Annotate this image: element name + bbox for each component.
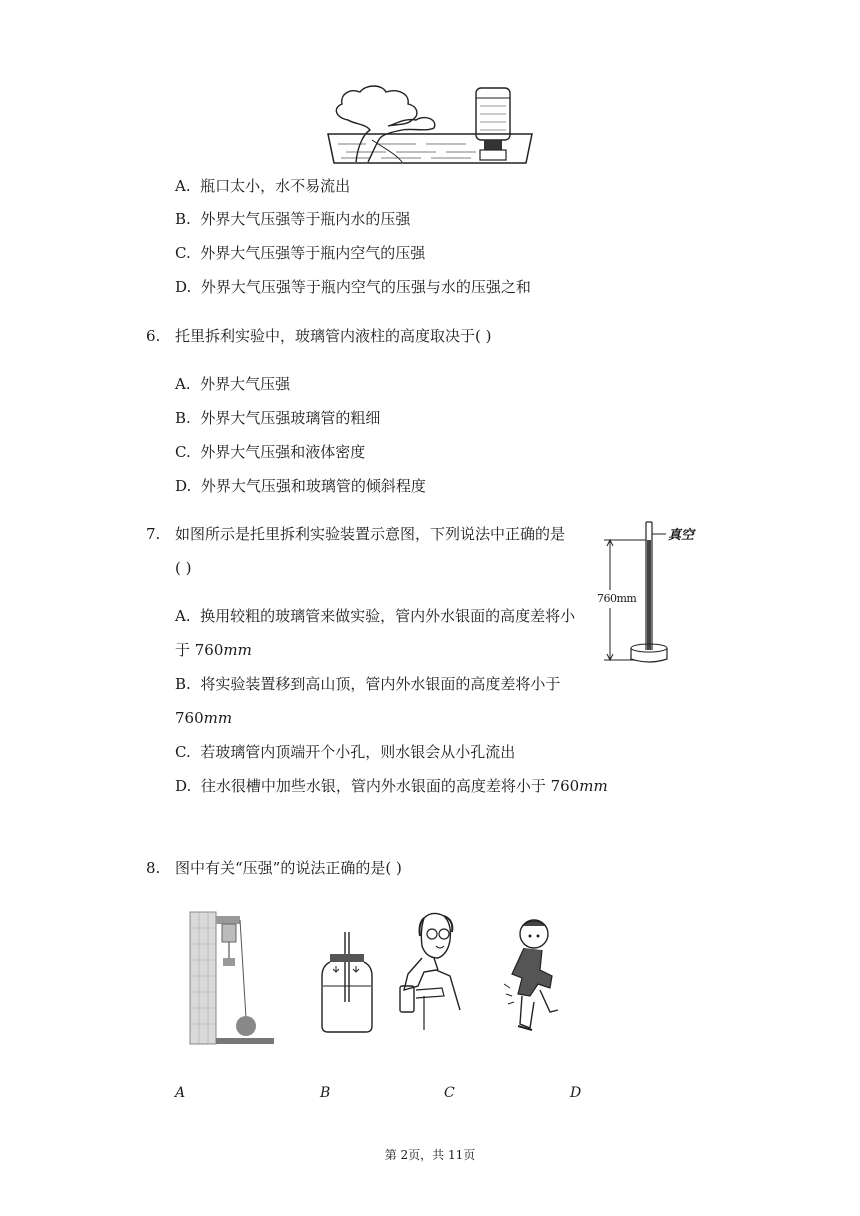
q7-option-c: C. 若玻璃管内顶端开个小孔，则水银会从小孔流出 (175, 743, 516, 761)
q8-label-b: B (320, 1085, 331, 1101)
q5-option-a: A. 瓶口太小，水不易流出 (175, 177, 351, 195)
q6-option-b: B. 外界大气压强玻璃管的粗细 (175, 409, 381, 427)
q7-option-d: D. 往水很槽中加些水银，管内外水银面的高度差将小于 760mm (175, 777, 608, 795)
q5-option-c: C. 外界大气压强等于瓶内空气的压强 (175, 244, 426, 262)
q7-option-a: A. 换用较粗的玻璃管来做实验，管内外水银面的高度差将小 (175, 607, 576, 625)
q7-option-b-cont: 760mm (175, 709, 233, 727)
q8-figure-c (394, 910, 474, 1034)
q8-figure-b (318, 932, 374, 1034)
q8-label-d: D (570, 1085, 582, 1101)
q8-number: 8. (146, 859, 161, 877)
page-footer: 第 2页，共 11页 (384, 1148, 476, 1162)
q6-option-a: A. 外界大气压强 (175, 375, 291, 393)
q6-option-d: D. 外界大气压强和玻璃管的倾斜程度 (175, 477, 426, 495)
q6-stem: 托里拆利实验中，玻璃管内液柱的高度取决于( ) (175, 327, 492, 345)
q5-option-d: D. 外界大气压强等于瓶内空气的压强与水的压强之和 (175, 278, 531, 296)
q8-stem: 图中有关“压强”的说法正确的是( ) (175, 859, 402, 877)
q8-figure-d (500, 914, 564, 1040)
q6-option-c: C. 外界大气压强和液体密度 (175, 443, 366, 461)
q6-number: 6. (146, 327, 161, 345)
q7-number: 7. (146, 525, 161, 543)
bottle-basin-figure (326, 84, 536, 166)
q8-figure-a (186, 908, 276, 1048)
q5-option-b: B. 外界大气压强等于瓶内水的压强 (175, 210, 411, 228)
q7-option-b: B. 将实验装置移到高山顶，管内外水银面的高度差将小于 (175, 675, 561, 693)
vacuum-label: 真空 (668, 528, 695, 543)
q7-option-a-cont: 于 760mm (175, 641, 252, 659)
q7-stem-line1: 如图所示是托里拆利实验装置示意图，下列说法中正确的是 (175, 525, 566, 543)
q8-label-a: A (175, 1085, 186, 1101)
q7-stem-line2: ( ) (175, 559, 192, 577)
q8-label-c: C (444, 1085, 455, 1101)
height-760mm-label: 760mm (597, 592, 637, 605)
